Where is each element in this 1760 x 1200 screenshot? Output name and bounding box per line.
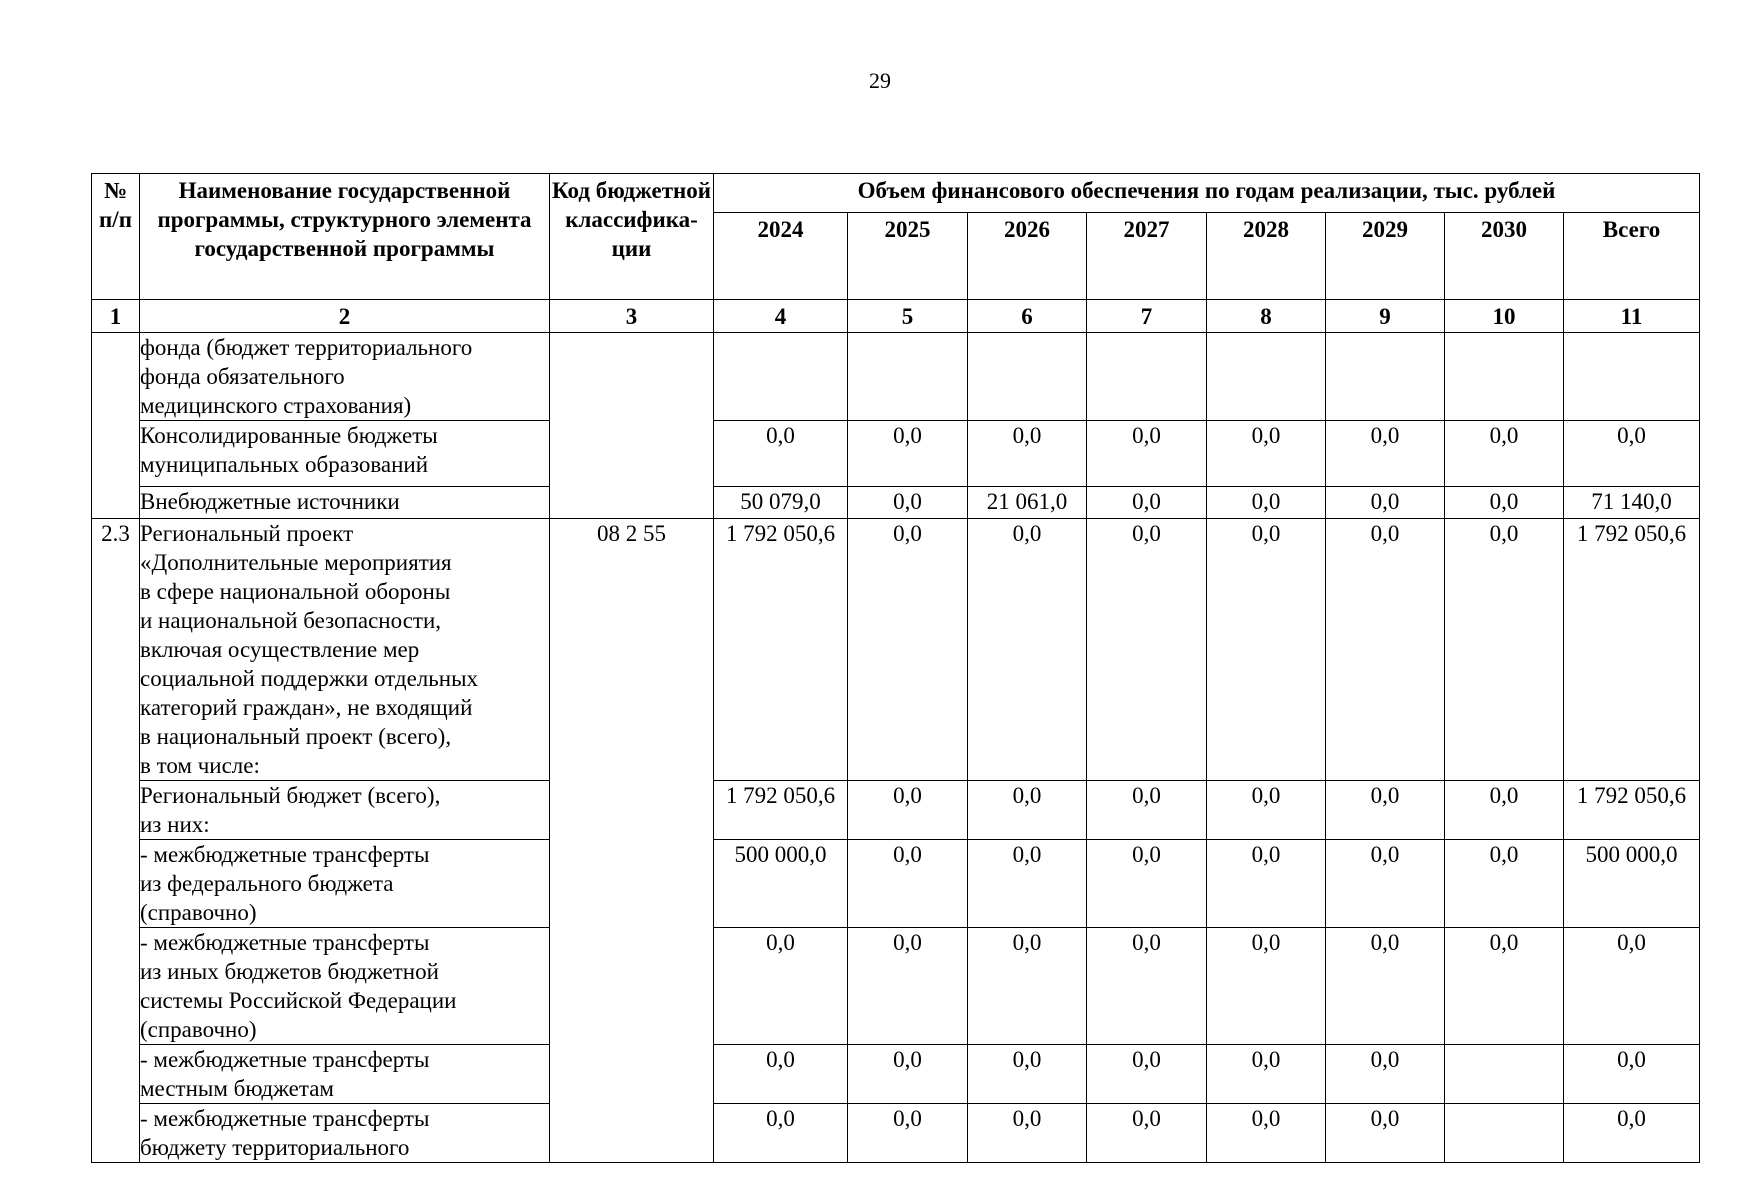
budget-code-cell: 08 2 55: [550, 519, 714, 1163]
value-cell: 0,0: [1326, 519, 1445, 781]
value-cell: 0,0: [1326, 1104, 1445, 1163]
value-cell: 50 079,0: [714, 487, 848, 519]
value-cell: 0,0: [1445, 519, 1564, 781]
column-number-row: [92, 300, 1700, 333]
value-cell: 0,0: [848, 928, 968, 1045]
value-cell: 0,0: [1087, 781, 1207, 840]
row-name: - межбюджетные трансферты из иных бюджетов бюджетной системы Российской Федерации (справочно): [140, 928, 550, 1045]
value-cell: [1087, 333, 1207, 421]
value-cell: 0,0: [1087, 1045, 1207, 1104]
financing-table: [91, 173, 1700, 1163]
header-number: № п/п: [92, 174, 140, 300]
value-cell: 0,0: [1564, 421, 1700, 487]
row-name: Региональный бюджет (всего), из них:: [140, 781, 550, 840]
value-cell: 0,0: [968, 928, 1087, 1045]
value-cell: 1 792 050,6: [1564, 781, 1700, 840]
value-cell: 0,0: [848, 1104, 968, 1163]
value-cell: 500 000,0: [714, 840, 848, 928]
value-cell: [1207, 333, 1326, 421]
table-row: [92, 781, 1700, 840]
value-cell: 0,0: [1207, 1104, 1326, 1163]
value-cell: 0,0: [1326, 487, 1445, 519]
header-year: 2027: [1087, 213, 1207, 300]
value-cell: 0,0: [1326, 840, 1445, 928]
header-name: Наименование государственной программы, структурного элемента государственной программы: [140, 174, 550, 300]
value-cell: 0,0: [1207, 840, 1326, 928]
value-cell: 0,0: [968, 840, 1087, 928]
value-cell: 0,0: [1207, 421, 1326, 487]
value-cell: [1445, 1104, 1564, 1163]
value-cell: 0,0: [1087, 519, 1207, 781]
value-cell: 0,0: [848, 1045, 968, 1104]
value-cell: 0,0: [1326, 928, 1445, 1045]
value-cell: [968, 333, 1087, 421]
value-cell: 0,0: [1564, 1045, 1700, 1104]
row-name: - межбюджетные трансферты из федерального бюджета (справочно): [140, 840, 550, 928]
value-cell: 0,0: [1326, 781, 1445, 840]
header-year: 2030: [1445, 213, 1564, 300]
value-cell: 0,0: [968, 519, 1087, 781]
value-cell: 0,0: [1564, 1104, 1700, 1163]
table-row: [92, 333, 1700, 421]
value-cell: 0,0: [1564, 928, 1700, 1045]
value-cell: [714, 333, 848, 421]
row-name: Консолидированные бюджеты муниципальных образований: [140, 421, 550, 487]
column-number: 8: [1207, 300, 1326, 333]
value-cell: 0,0: [1207, 928, 1326, 1045]
table-row: [92, 487, 1700, 519]
value-cell: 0,0: [848, 840, 968, 928]
value-cell: 0,0: [848, 487, 968, 519]
value-cell: 0,0: [1207, 519, 1326, 781]
table-row: [92, 1045, 1700, 1104]
value-cell: 0,0: [848, 781, 968, 840]
column-number: 5: [848, 300, 968, 333]
header-year: 2029: [1326, 213, 1445, 300]
value-cell: 0,0: [1087, 928, 1207, 1045]
table-row: [92, 840, 1700, 928]
value-cell: 0,0: [968, 421, 1087, 487]
value-cell: [1445, 333, 1564, 421]
value-cell: 1 792 050,6: [714, 781, 848, 840]
value-cell: 0,0: [1445, 781, 1564, 840]
column-number: 1: [92, 300, 140, 333]
value-cell: 0,0: [1087, 840, 1207, 928]
column-number: 10: [1445, 300, 1564, 333]
value-cell: 1 792 050,6: [1564, 519, 1700, 781]
table-row: [92, 519, 1700, 781]
value-cell: 21 061,0: [968, 487, 1087, 519]
column-number: 4: [714, 300, 848, 333]
value-cell: 0,0: [1207, 1045, 1326, 1104]
value-cell: 500 000,0: [1564, 840, 1700, 928]
value-cell: 71 140,0: [1564, 487, 1700, 519]
value-cell: 0,0: [968, 1045, 1087, 1104]
header-year: 2025: [848, 213, 968, 300]
row-name: Внебюджетные источники: [140, 487, 550, 519]
value-cell: 0,0: [848, 421, 968, 487]
value-cell: 0,0: [714, 928, 848, 1045]
value-cell: 0,0: [968, 781, 1087, 840]
value-cell: 0,0: [1445, 421, 1564, 487]
value-cell: 0,0: [1445, 928, 1564, 1045]
header-budget-code: Код бюджетной классифика-ции: [550, 174, 714, 300]
page-number: 29: [869, 68, 891, 93]
value-cell: 0,0: [1445, 840, 1564, 928]
value-cell: [1564, 333, 1700, 421]
value-cell: 0,0: [1087, 1104, 1207, 1163]
column-number: 11: [1564, 300, 1700, 333]
value-cell: 0,0: [1445, 487, 1564, 519]
table-row: [92, 421, 1700, 487]
budget-code-cell: [550, 333, 714, 519]
row-name: - межбюджетные трансферты бюджету территориального: [140, 1104, 550, 1163]
value-cell: 0,0: [848, 519, 968, 781]
value-cell: [848, 333, 968, 421]
row-name: Региональный проект «Дополнительные мероприятия в сфере национальной обороны и национальной безопасности, включая осуществление мер социальной поддержки отдельных категорий граждан», не входящий в национальный проект (всего), в том числе:: [140, 519, 550, 781]
value-cell: 0,0: [1326, 1045, 1445, 1104]
value-cell: 0,0: [714, 1045, 848, 1104]
table-row: [92, 928, 1700, 1045]
value-cell: [1326, 333, 1445, 421]
value-cell: 0,0: [1326, 421, 1445, 487]
value-cell: [1445, 1045, 1564, 1104]
value-cell: 0,0: [1207, 781, 1326, 840]
value-cell: 0,0: [1207, 487, 1326, 519]
column-number: 2: [140, 300, 550, 333]
row-number-cell: 2.3: [92, 519, 140, 1163]
header-year: 2028: [1207, 213, 1326, 300]
table-row: [92, 1104, 1700, 1163]
column-number: 7: [1087, 300, 1207, 333]
value-cell: 0,0: [968, 1104, 1087, 1163]
header-total: Всего: [1564, 213, 1700, 300]
row-name: - межбюджетные трансферты местным бюджетам: [140, 1045, 550, 1104]
header-year: 2026: [968, 213, 1087, 300]
value-cell: 1 792 050,6: [714, 519, 848, 781]
value-cell: 0,0: [714, 1104, 848, 1163]
column-number: 9: [1326, 300, 1445, 333]
header-funding-volume: Объем финансового обеспечения по годам реализации, тыс. рублей: [714, 174, 1700, 213]
row-number-cell: [92, 333, 140, 519]
column-number: 6: [968, 300, 1087, 333]
header-row-1: [92, 174, 1700, 213]
row-name: фонда (бюджет территориального фонда обязательного медицинского страхования): [140, 333, 550, 421]
column-number: 3: [550, 300, 714, 333]
value-cell: 0,0: [714, 421, 848, 487]
header-year: 2024: [714, 213, 848, 300]
value-cell: 0,0: [1087, 421, 1207, 487]
value-cell: 0,0: [1087, 487, 1207, 519]
